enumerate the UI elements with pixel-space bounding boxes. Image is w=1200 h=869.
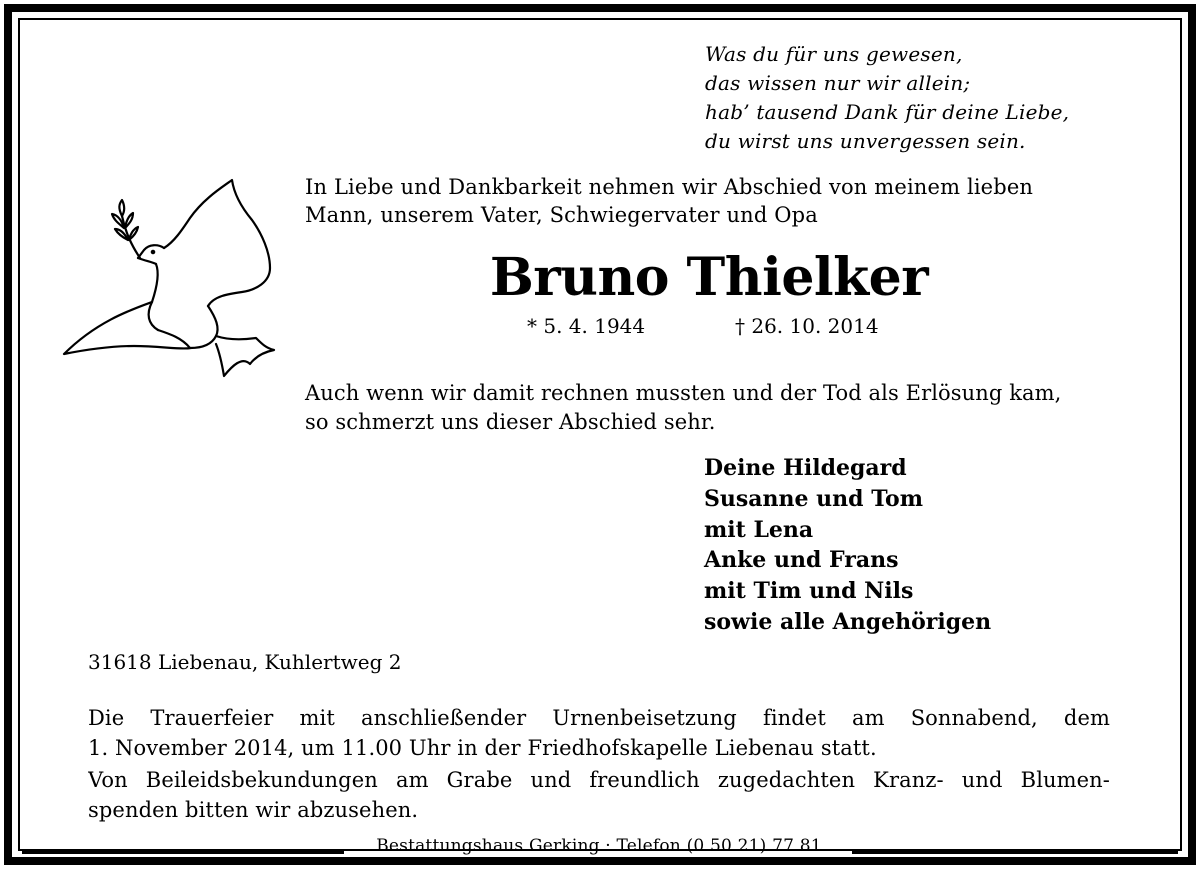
- funeral-line: Die Trauerfeier mit anschließender Urnenbeisetzung findet am Sonnabend, dem: [88, 706, 1110, 730]
- poem-line: Was du für uns gewesen,: [705, 42, 963, 66]
- mourner: mit Tim und Nils: [704, 578, 914, 605]
- dove-icon: [56, 178, 286, 383]
- mourner-address: 31618 Liebenau, Kuhlertweg 2: [88, 650, 402, 674]
- condolence-request: [88, 765, 1110, 825]
- poem-line: hab’ tausend Dank für deine Liebe,: [705, 100, 1070, 124]
- request-line: Von Beileidsbekundungen am Grabe und freundlich zugedachten Kranz- und Blumen-: [88, 768, 1110, 792]
- poem-line: du wirst uns unvergessen sein.: [705, 129, 1026, 153]
- mourner: Susanne und Tom: [704, 485, 924, 512]
- mourner: sowie alle Angehörigen: [704, 608, 992, 635]
- death-date: † 26. 10. 2014: [735, 314, 879, 338]
- funeral-line: 1. November 2014, um 11.00 Uhr in der Friedhofskapelle Liebenau statt.: [88, 736, 877, 760]
- mourner: Anke und Frans: [704, 547, 899, 574]
- intro-line: In Liebe und Dankbarkeit nehmen wir Abschied von meinem lieben: [305, 175, 1034, 199]
- funeral-service-notice: [88, 703, 1110, 763]
- deceased-name: Bruno Thielker: [489, 247, 929, 308]
- intro-text: [305, 173, 1113, 229]
- mourners-list: [704, 453, 1164, 638]
- intro-line: Mann, unserem Vater, Schwiegervater und Opa: [305, 203, 818, 227]
- birth-date: * 5. 4. 1944: [527, 314, 646, 338]
- poem-line: das wissen nur wir allein;: [705, 71, 971, 95]
- footer-rule-left: [22, 849, 344, 854]
- notice-line: so schmerzt uns dieser Abschied sehr.: [305, 410, 716, 434]
- funeral-home-footer: Bestattungshaus Gerking · Telefon (0 50 21) 77 81: [376, 836, 822, 856]
- footer-rule-right: [852, 849, 1178, 854]
- poem: [705, 40, 1165, 156]
- notice-text: [305, 379, 1113, 437]
- request-line: spenden bitten wir abzusehen.: [88, 798, 419, 822]
- mourner: Deine Hildegard: [704, 455, 907, 481]
- notice-line: Auch wenn wir damit rechnen mussten und der Tod als Erlösung kam,: [305, 381, 1062, 405]
- mourner: mit Lena: [704, 516, 814, 543]
